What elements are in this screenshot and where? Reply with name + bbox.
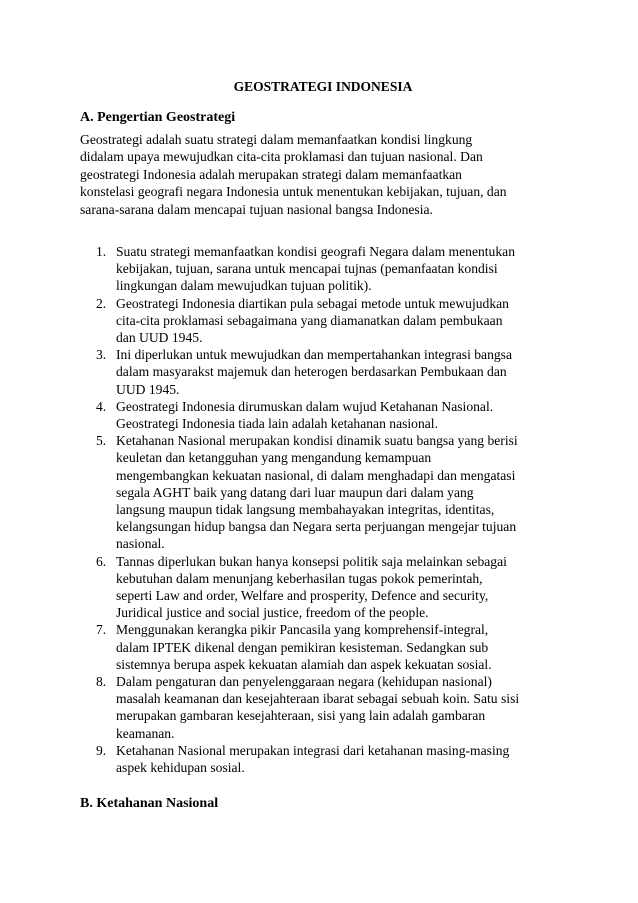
list-item xyxy=(80,742,570,776)
list-item-line: cita-cita proklamasi sebagaimana yang diamanatkan dalam pembukaan xyxy=(116,312,503,328)
list-item-line: Geostrategi Indonesia tiada lain adalah ketahanan nasional. xyxy=(116,416,438,432)
list-item-line: dalam IPTEK dikenal dengan pemikiran kesisteman. Sedangkan sub xyxy=(116,639,489,655)
list-item-number: 2. xyxy=(96,295,107,311)
list-item-line: segala AGHT baik yang datang dari luar maupun dari dalam yang xyxy=(116,484,474,500)
list-item xyxy=(80,295,570,347)
list-item-line: kebutuhan dalam menunjang keberhasilan tugas pokok pemerintah, xyxy=(116,570,483,586)
list-item xyxy=(80,398,570,432)
list-item-line: masalah keamanan dan kesejahteraan ibarat sebagai sebuah koin. Satu sisi xyxy=(116,691,520,707)
document-title: GEOSTRATEGI INDONESIA xyxy=(233,79,413,94)
list-item-line: nasional. xyxy=(116,536,165,552)
list-item-text xyxy=(116,621,570,673)
list-item-line: Ketahanan Nasional merupakan integrasi dari ketahanan masing-masing xyxy=(116,742,510,758)
list-item-line: Geostrategi Indonesia dirumuskan dalam wujud Ketahanan Nasional. xyxy=(116,398,494,414)
section-a-intro-paragraph xyxy=(80,131,566,218)
list-item-line: mengembangkan kekuatan nasional, di dalam menghadapi dan mengatasi xyxy=(116,467,516,483)
list-item-line: keuletan dan ketangguhan yang mengandung kemampuan xyxy=(116,450,432,466)
list-item-text xyxy=(116,243,570,295)
list-item-line: Juridical justice and social justice, freedom of the people. xyxy=(116,605,429,621)
section-b-heading: B. Ketahanan Nasional xyxy=(80,796,219,811)
list-item xyxy=(80,553,570,622)
list-item-number: 7. xyxy=(96,622,107,638)
list-item-number: 9. xyxy=(96,742,107,758)
list-item-number: 3. xyxy=(96,347,107,363)
list-item xyxy=(80,673,570,742)
list-item-text xyxy=(116,673,570,742)
list-item xyxy=(80,432,570,552)
list-item-line: Ini diperlukan untuk mewujudkan dan mempertahankan integrasi bangsa xyxy=(116,347,512,363)
list-item-line: keamanan. xyxy=(116,725,175,741)
list-item-text xyxy=(116,346,570,398)
list-item-number: 5. xyxy=(96,433,107,449)
list-item-line: seperti Law and order, Welfare and prosperity, Defence and security, xyxy=(116,588,489,604)
list-item-line: Dalam pengaturan dan penyelenggaraan negara (kehidupan nasional) xyxy=(116,674,492,690)
list-item-line: dalam masyarakst majemuk dan heterogen berdasarkan Pembukaan dan xyxy=(116,364,507,380)
list-item xyxy=(80,346,570,398)
list-item-line: dan UUD 1945. xyxy=(116,330,203,346)
list-item-text xyxy=(116,432,570,552)
intro-line: Geostrategi adalah suatu strategi dalam memanfaatkan kondisi lingkung xyxy=(80,132,473,147)
intro-line: konstelasi geografi negara Indonesia untuk menentukan kebijakan, tujuan, dan xyxy=(80,184,507,200)
list-item-line: Menggunakan kerangka pikir Pancasila yang komprehensif-integral, xyxy=(116,622,489,638)
list-item-line: kebijakan, tujuan, sarana untuk mencapai tujnas (pemanfaatan kondisi xyxy=(116,261,498,277)
intro-line: didalam upaya mewujudkan cita-cita proklamasi dan tujuan nasional. Dan xyxy=(80,149,483,165)
list-item-line: langsung maupun tidak langsung membahayakan integritas, identitas, xyxy=(116,502,495,518)
list-item-text xyxy=(116,295,570,347)
list-item-number: 8. xyxy=(96,674,107,690)
intro-line: geostrategi Indonesia adalah merupakan strategi dalam memanfaatkan xyxy=(80,166,462,182)
list-item xyxy=(80,621,570,673)
list-item-text xyxy=(116,742,570,776)
list-item-text xyxy=(116,553,570,622)
numbered-list xyxy=(80,243,570,776)
list-item-line: Suatu strategi memanfaatkan kondisi geografi Negara dalam menentukan xyxy=(116,244,515,259)
list-item-line: aspek kehidupan sosial. xyxy=(116,760,245,776)
section-a-heading: A. Pengertian Geostrategi xyxy=(80,110,236,125)
list-item-number: 4. xyxy=(96,398,107,414)
list-item xyxy=(80,243,570,295)
list-item-text xyxy=(116,398,570,432)
list-item-number: 6. xyxy=(96,553,107,569)
list-item-line: UUD 1945. xyxy=(116,381,180,397)
list-item-line: Geostrategi Indonesia diartikan pula sebagai metode untuk mewujudkan xyxy=(116,295,509,311)
intro-line: sarana-sarana dalam mencapai tujuan nasional bangsa Indonesia. xyxy=(80,201,433,217)
list-item-line: lingkungan dalam mewujudkan tujuan politik). xyxy=(116,278,372,294)
list-item-line: Tannas diperlukan bukan hanya konsepsi politik saja melainkan sebagai xyxy=(116,553,507,569)
list-item-line: merupakan gambaran kesejahteraan, sisi yang lain adalah gambaran xyxy=(116,708,486,724)
list-item-line: Ketahanan Nasional merupakan kondisi dinamik suatu bangsa yang berisi xyxy=(116,433,518,449)
list-item-line: sistemnya berupa aspek kekuatan alamiah dan aspek kekuatan sosial. xyxy=(116,656,492,672)
list-item-line: kelangsungan hidup bangsa dan Negara serta perjuangan mengejar tujuan xyxy=(116,519,517,535)
list-item-number: 1. xyxy=(96,244,107,259)
